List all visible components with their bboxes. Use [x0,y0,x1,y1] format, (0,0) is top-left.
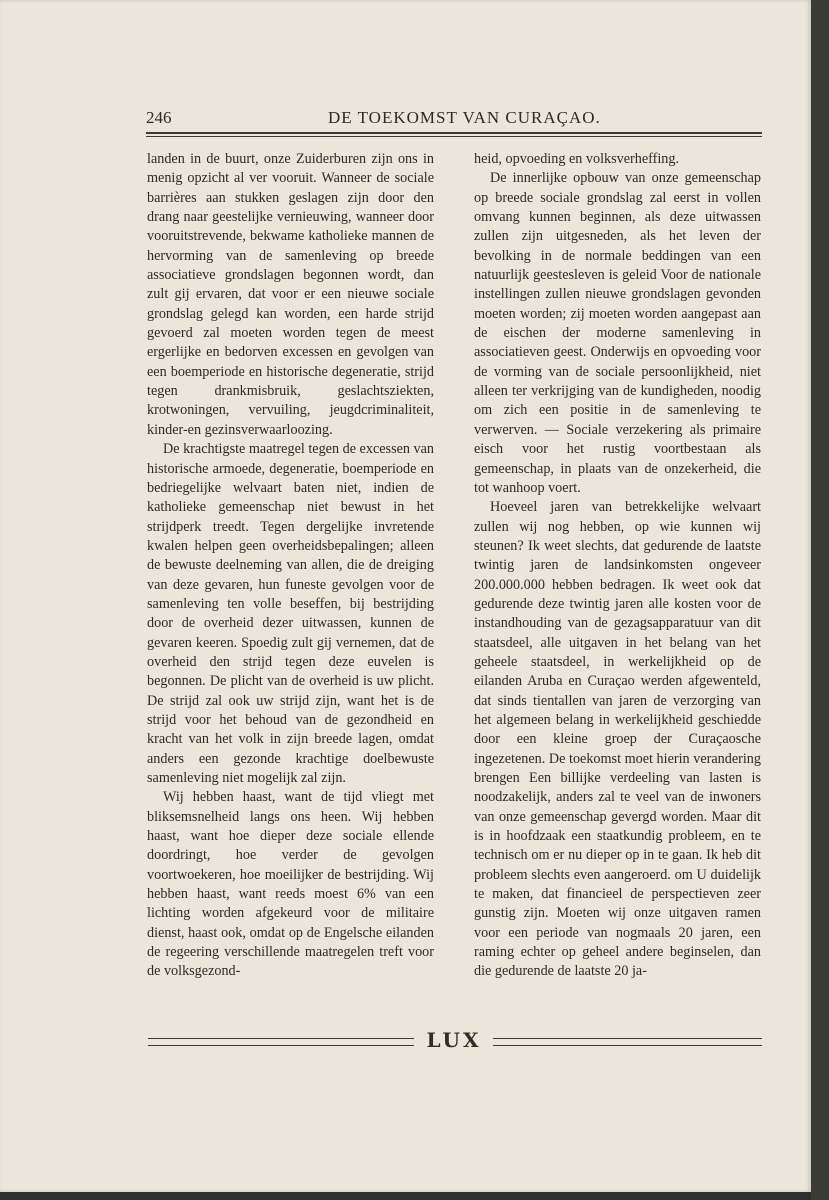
paragraph: De krachtigste maatregel tegen de excessen van historische armoede, degeneratie, boemperiode en bedriegelijke welvaart baten niet, indien de katholieke gemeenschap niet bewust in het strijdperk treedt. Tegen dergelijke invretende kwalen helpen geen overheidsbepalingen; alleen de bewuste deelneming van allen, die de dreiging van deze gevaren, hun funeste gevolgen voor de samenleving ten volle beseffen, bij bestrijding door de overheid dezer uitwassen, kunnen de gevaren keeren. Spoedig zult gij vernemen, dat de overheid den strijd tegen deze euvelen is begonnen. De plicht van de overheid is uw plicht. De strijd zal ook uw strijd zijn, want het is de strijd voor het behoud van de gezondheid en kracht van het volk in zijn breede lagen, omdat anders een gezonde krachtige doelbewuste samenleving niet mogelijk zal zijn. [147,441,435,786]
right-column [474,150,761,982]
header-rule-thin [146,136,762,137]
running-title: DE TOEKOMST VAN CURAÇAO. [328,108,601,127]
paragraph: De innerlijke opbouw van onze gemeenschap op breede sociale grondslag zal eerst in vollen omvang kunnen beginnen, als deze uitwassen zullen zijn uitgesneden, als het leven der bevolking in de normale beddingen van een natuurlijk geestesleven is geleid Voor de nationale instellingen zullen nieuwe grondslagen gevonden moeten worden; zij moeten worden aangepast aan de eischen der moderne samenleving in associatieven geest. Onderwijs en opvoeding voor de vorming van de sociale persoonlijkheid, niet alleen ter verkrijging van de kundigheden, noodig om zich een positie in de samenleving te verwerven. — Sociale verzekering als primaire eisch voor het rustig voortbestaan als gemeenschap, in plaats van de onzekerheid, die tot wanhoop voert. [474,170,761,496]
paragraph: landen in de buurt, onze Zuiderburen zijn ons in menig opzicht al ver vooruit. Wanneer de sociale barrières aan stukken geslagen zijn door den drang naar geestelijke vernieuwing, wanneer door vooruitstrevende, bekwame katholieke mannen de hervorming van de samenleving op breede associatieve grondslagen begonnen wordt, dan zult gij ervaren, dat voor er een nieuwe sociale grondslag gelegd kan worden, een harde strijd gevoerd zal moeten worden tegen de meest ergerlijke en bedorven excessen en gevolgen van een boemperiode en historische degeneratie, strijd tegen drankmisbruik, geslachtsziekten, krotwoningen, vervuiling, jeugdcriminaliteit, kinder-en gezinsverwaarloozing. [147,151,434,438]
header-rule-thick [146,132,762,134]
left-column [147,150,434,982]
page-header [146,108,762,132]
paragraph: heid, opvoeding en volksverheffing. [474,151,680,167]
paragraph: Wij hebben haast, want de tijd vliegt met bliksemsnelheid langs ons heen. Wij hebben haast, want hoe dieper deze sociale ellende doordringt, hoe verder de gevolgen voortwoekeren, hoe moeilijker de bestrijding. Wij hebben haast, want reeds moest 6% van een lichting worden afgekeurd voor de militaire dienst, haast ook, omdat op de Engelsche eilanden de regeering verschillende maatregelen treft voor de volksgezond- [147,789,434,980]
page-number: 246 [146,108,172,127]
paragraph: Hoeveel jaren van betrekkelijke welvaart zullen wij nog hebben, op wie kunnen wij steunen? Ik weet slechts, dat gedurende de laatste twintig jaren de landsinkomsten ongeveer 200.000.000 hebben bedragen. Ik weet ook dat gedurende deze twintig jaren alle kosten voor de instandhouding van de gezagsapparatuur van dit staatsdeel, alle uitgaven in het belang van het geheele staatsdeel, in werkelijkheid op de eilanden Aruba en Curaçao werden afgewenteld, dat sinds tientallen van jaren de verzorging van het algemeen belang in werkelijkheid geschiedde door een kleine groep der Curaçaosche ingezetenen. De toekomst moet hierin verandering brengen Een billijke verdeeling van lasten is noodzakelijk, anders zal te veel van de inwoners van onze gemeenschap gevergd worden. Maar dit is in hoofdzaak een staatkundig probleem, en te technisch om er nu dieper op in te gaan. Ik heb dit probleem slechts even aangeroerd. om U duidelijk te maken, dat financieel de perspectieven zeer gunstig zijn. Moeten wij onze uitgaven ramen voor een periode van nogmaals 20 jaren, een raming echter op geheel andere beginselen, dan die gedurende de laatste 20 ja- [474,499,761,980]
footer-rule-right [493,1038,762,1046]
scan-edge [811,0,829,1200]
footer-rule-left [148,1038,414,1046]
footer-logo: LUX [426,1028,482,1052]
